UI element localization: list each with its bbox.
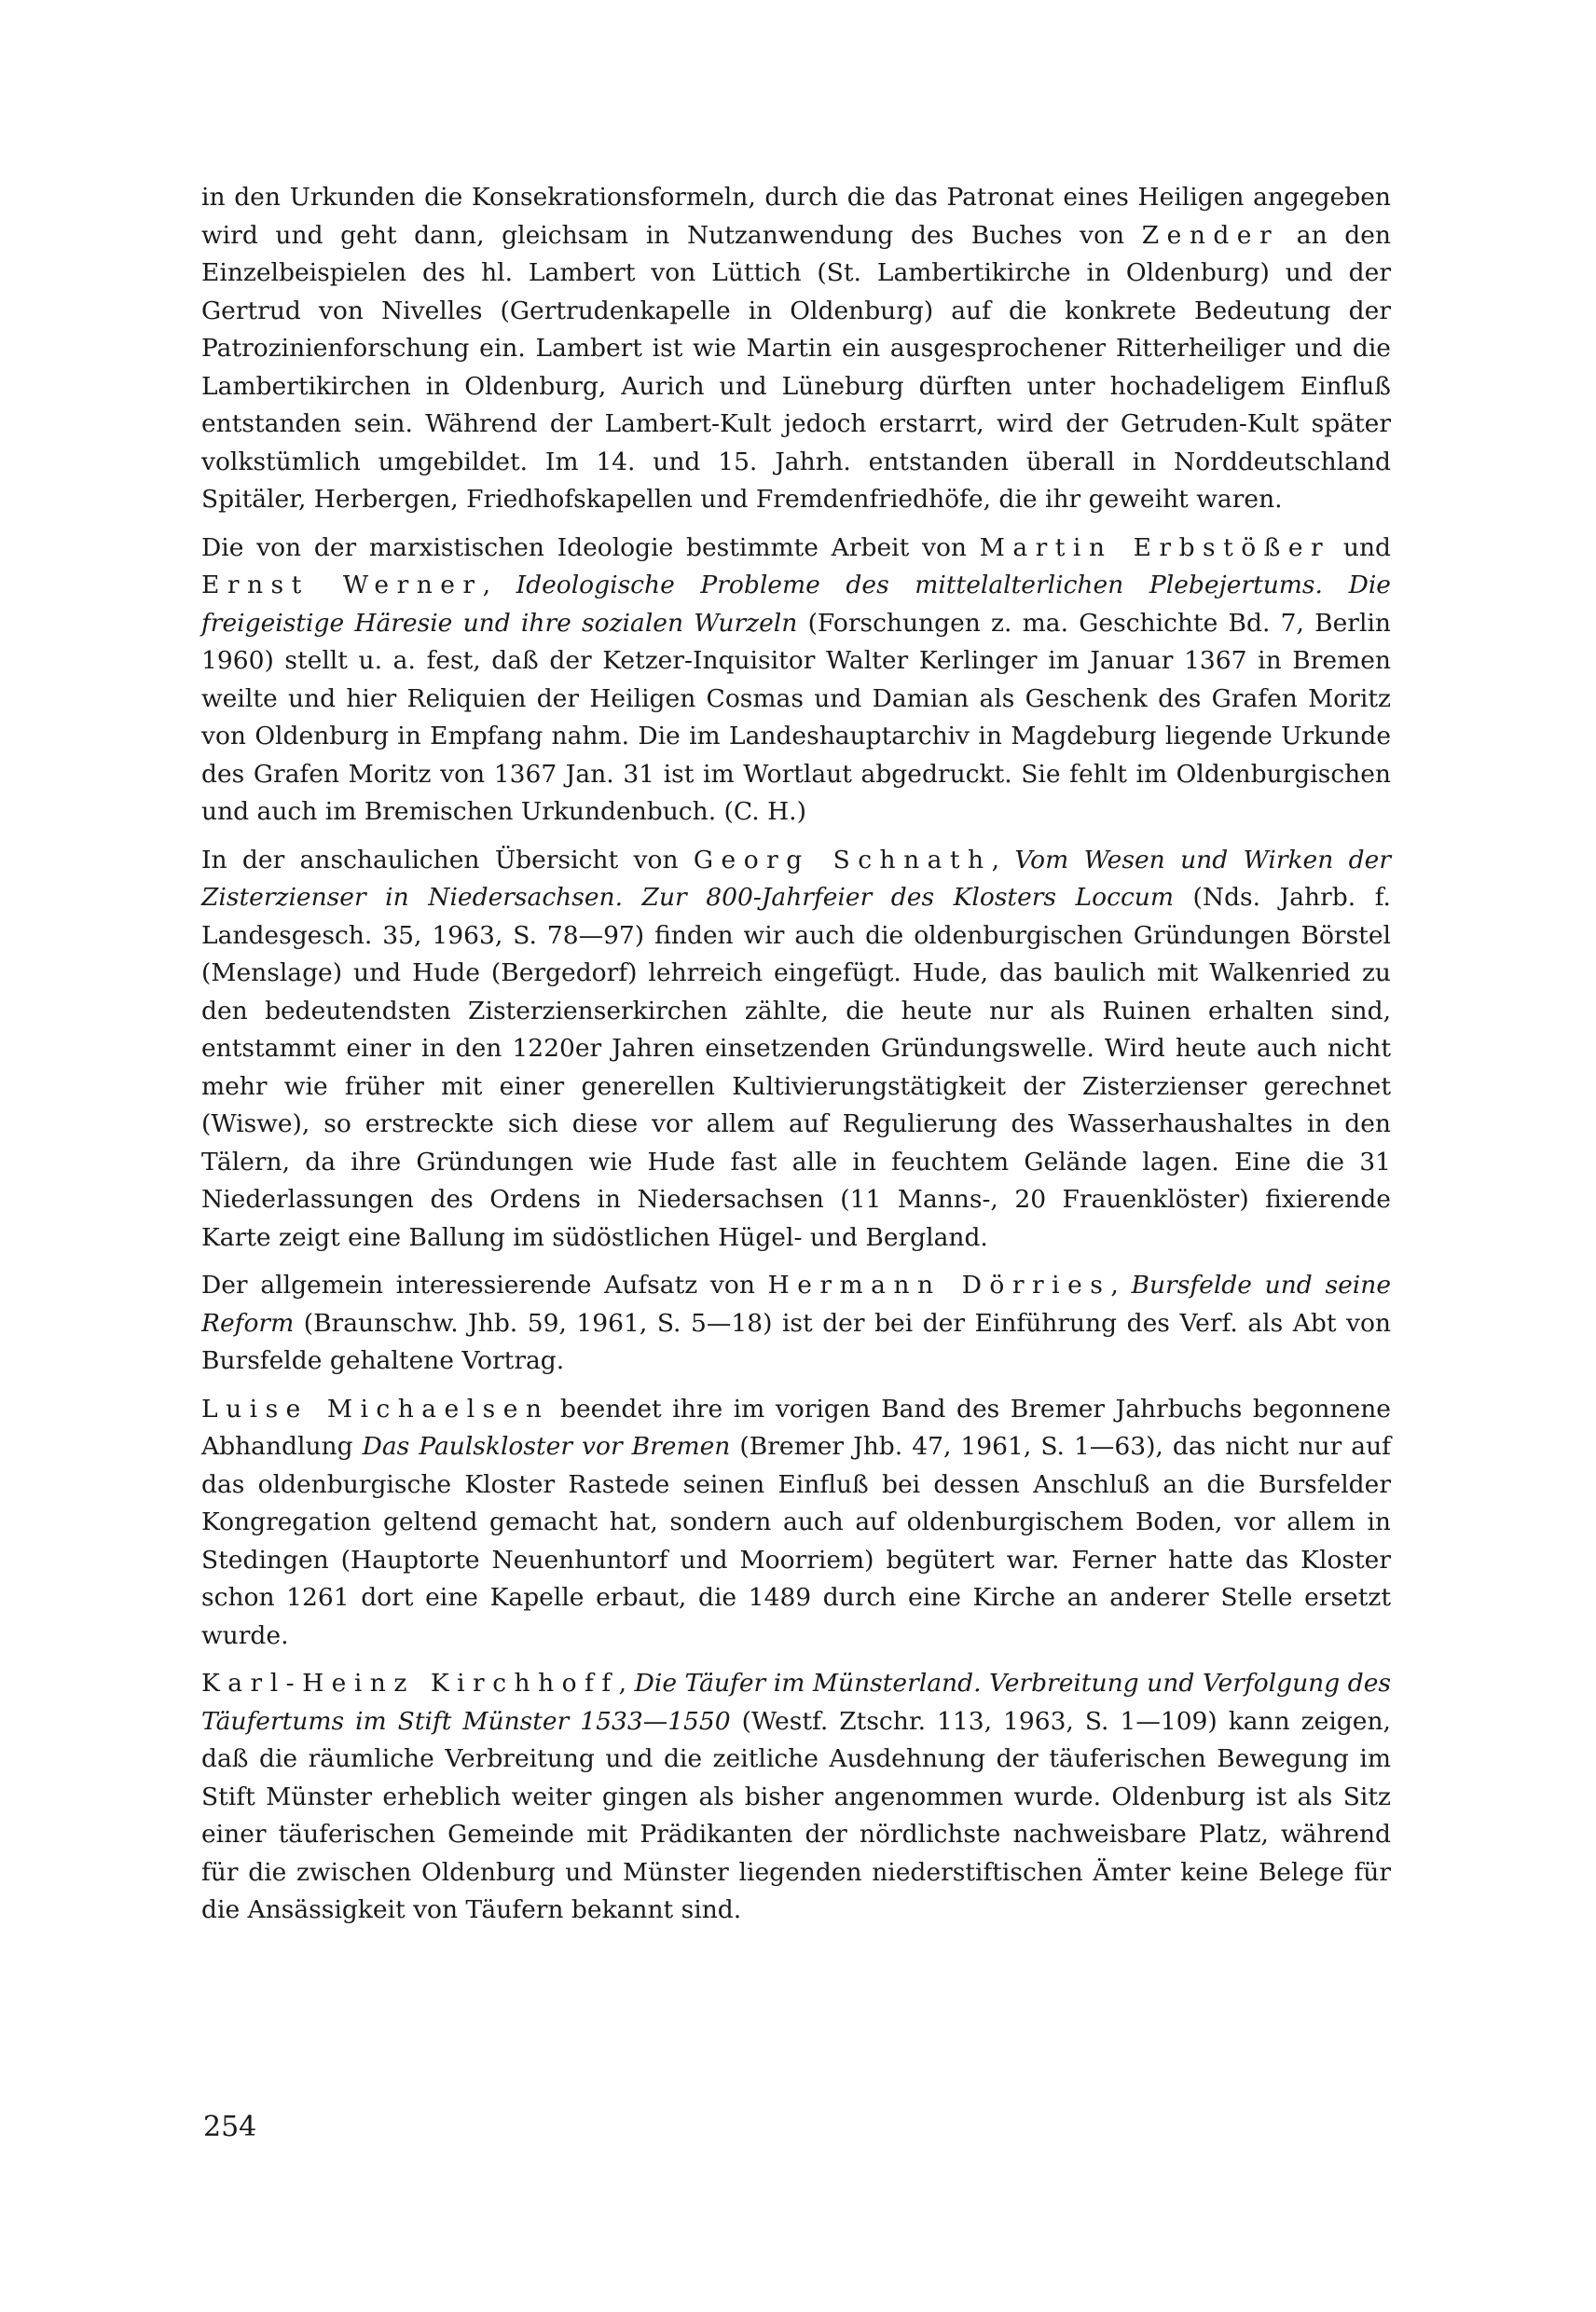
paragraph-schnath <box>201 842 1391 1258</box>
text-run: Die von der marxistischen Ideologie bestimmte Arbeit von <box>201 532 980 562</box>
text-run: , <box>618 1669 635 1698</box>
author-name-spaced: Hermann Dörries <box>767 1271 1111 1300</box>
paragraph-erbstoesser-werner <box>201 530 1391 832</box>
text-run: (Braunschw. Jhb. 59, 1961, S. 5—18) ist der bei der Einführung des Verf. als Abt von Bursfelde gehaltene Vortrag. <box>201 1308 1391 1375</box>
text-run: (Nds. Jahrb. f. Landesgesch. 35, 1963, S. 78—97) finden wir auch die oldenburgischen Gründungen Börstel (Menslage) und Hude (Bergedorf) lehrreich eingefügt. Hude, das baulich mit Walkenried zu den bedeutendsten Zisterzienserkirchen zählte, die heute nur als Ruinen erhalten sind, entstammt einer in den 1220er Jahren einsetzenden Gründungswelle. Wird heute auch nicht mehr wie früher mit einer generellen Kultivierungstätigkeit der Zisterzienser gerechnet (Wiswe), so erstreckte sich diese vor allem auf Regulierung des Wasserhaushaltes in den Tälern, da ihre Gründungen wie Hude fast alle in feuchtem Gelände lagen. Eine die 31 Niederlassungen des Ordens in Niedersachsen (11 Manns-, 20 Frauenklöster) fixierende Karte zeigt eine Ballung im südöstlichen Hügel- und Bergland. <box>201 883 1391 1252</box>
text-run: (Forschungen z. ma. Geschichte Bd. 7, Berlin 1960) stellt u. a. fest, daß der Ketzer-Inquisitor Walter Kerlinger im Januar 1367 in Bremen weilte und hier Reliquien der Heiligen Cosmas und Damian als Geschenk des Grafen Moritz von Oldenburg in Empfang nahm. Die im Landeshauptarchiv in Magdeburg liegende Urkunde des Grafen Moritz von 1367 Jan. 31 ist im Wortlaut abgedruckt. Sie fehlt im Oldenburgischen und auch im Bremischen Urkundenbuch. (C. H.) <box>201 608 1391 826</box>
paragraph-kirchhoff <box>201 1665 1391 1930</box>
text-run: , <box>1110 1271 1132 1300</box>
text-run: an den Einzelbeispielen des hl. Lambert von Lüttich (St. Lambertikirche in Oldenburg) und der Gertrud von Nivelles (Gertrudenkapelle in Oldenburg) auf die konkrete Bedeutung der Patrozinienforschung ein. Lambert ist wie Martin ein ausgesprochener Ritterheiliger und die Lambertikirchen in Oldenburg, Aurich und Lüneburg dürften unter hochadeligem Einfluß entstanden sein. Während der Lambert-Kult jedoch erstarrt, wird der Getruden-Kult später volkstümlich umgebildet. Im 14. und 15. Jahrh. entstanden überall in Norddeutschland Spitäler, Herbergen, Friedhofskapellen und Fremdenfriedhöfe, die ihr geweiht waren. <box>201 220 1391 514</box>
paragraph-michaelsen <box>201 1391 1391 1656</box>
page-number: 254 <box>203 2111 257 2143</box>
work-title-italic: Ideologische Probleme des mittelalterlichen Plebejertums. Die freigeistige Häresie und ihre sozialen Wurzeln <box>201 571 1391 638</box>
work-title-italic: Das Paulskloster vor Bremen <box>362 1432 731 1461</box>
author-name-spaced: Ernst Werner <box>201 571 483 599</box>
text-run: In der anschaulichen Übersicht von <box>201 845 694 874</box>
text-run: , <box>482 571 516 599</box>
text-run: und <box>1330 532 1391 562</box>
paragraph-doerries <box>201 1267 1391 1381</box>
author-name-spaced: Georg Schnath <box>693 845 992 874</box>
work-title-italic: Vom Wesen und Wirken der Zisterzienser in Niedersachsen. Zur 800-Jahrfeier des Klosters Loccum <box>201 845 1391 912</box>
text-run: (Bremer Jhb. 47, 1961, S. 1—63), das nicht nur auf das oldenburgische Kloster Rastede seinen Einfluß bei dessen Anschluß an die Bursfelder Kongregation geltend gemacht hat, sondern auch auf oldenburgischem Boden, vor allem in Stedingen (Hauptorte Neuenhuntorf und Moorriem) begütert war. Ferner hatte das Kloster schon 1261 dort eine Kapelle erbaut, die 1489 durch eine Kirche an anderer Stelle ersetzt wurde. <box>201 1432 1391 1650</box>
author-name-spaced: Zender <box>1141 220 1280 250</box>
text-run: Der allgemein interessierende Aufsatz von <box>201 1271 768 1300</box>
paragraph-patrozinien <box>201 179 1391 519</box>
work-title-italic: Bursfelde und seine Reform <box>201 1271 1392 1338</box>
author-name-spaced: Martin Erbstößer <box>979 532 1331 562</box>
text-run: (Westf. Ztschr. 113, 1963, S. 1—109) kann zeigen, daß die räumliche Verbreitung und die zeitliche Ausdehnung der täuferischen Bewegung im Stift Münster erheblich weiter gingen als bisher angenommen wurde. Oldenburg ist als Sitz einer täuferischen Gemeinde mit Prädikanten der nördlichste nachweisbare Platz, während für die zwischen Oldenburg und Münster liegenden niederstiftischen Ämter keine Belege für die Ansässigkeit von Täufern bekannt sind. <box>201 1706 1391 1924</box>
text-run: beendet ihre im vorigen Band des Bremer Jahrbuchs begonnene Abhandlung <box>201 1394 1391 1461</box>
author-name-spaced: Luise Michaelsen <box>201 1394 550 1424</box>
text-run: in den Urkunden die Konsekrationsformeln, durch die das Patronat eines Heiligen angegeben wird und geht dann, gleichsam in Nutzanwendung des Buches von <box>201 183 1391 250</box>
book-page-body <box>201 179 1391 1940</box>
author-name-spaced: Karl-Heinz Kirchhoff <box>201 1669 619 1698</box>
text-run: , <box>991 845 1015 874</box>
work-title-italic: Die Täufer im Münsterland. Verbreitung und Verfolgung des Täufertums im Stift Münster 1533—1550 <box>201 1669 1391 1736</box>
